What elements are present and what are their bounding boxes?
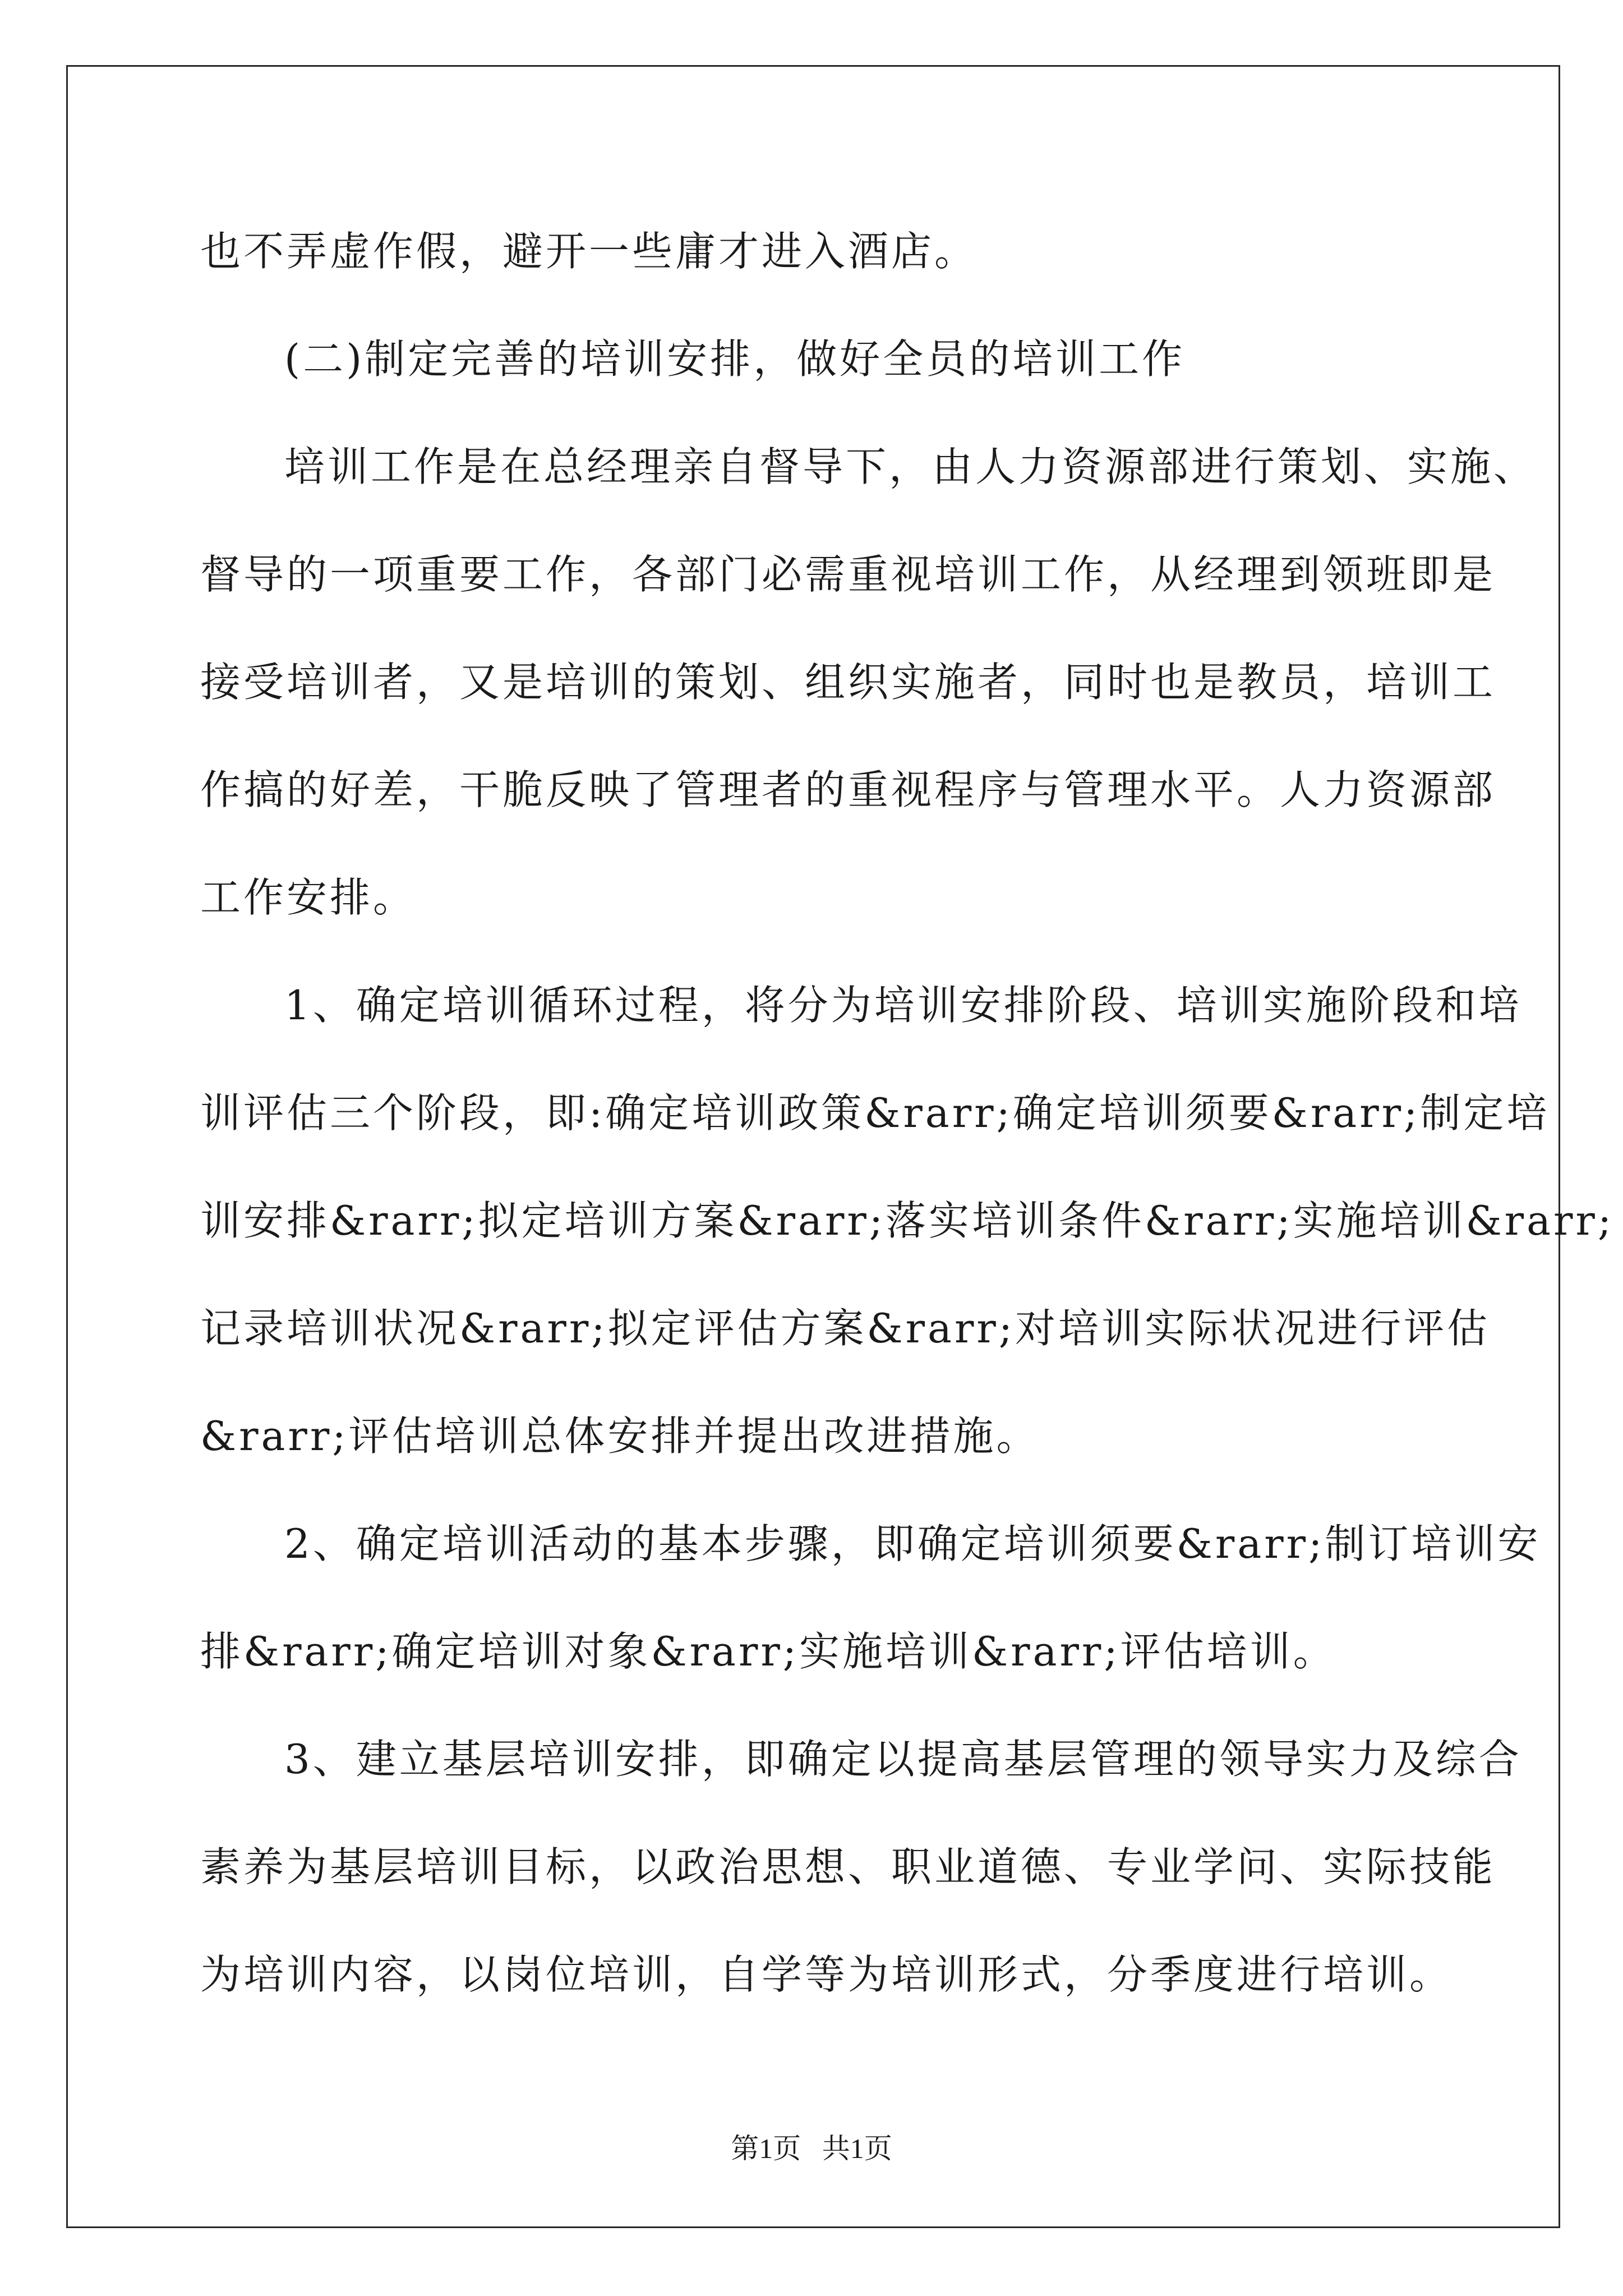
text-line: 记录培训状况&rarr;拟定评估方案&rarr;对培训实际状况进行评估 [200,1305,1491,1352]
text-line: 工作安排。 [200,874,417,921]
text-line: 也不弄虚作假，避开一些庸才进入酒店。 [200,228,978,275]
text-line: 作搞的好差，干脆反映了管理者的重视程序与管理水平。人力资源部 [200,766,1496,813]
text-line: 3、建立基层培训安排，即确定以提高基层管理的领导实力及综合 [284,1736,1522,1783]
text-line: 2、确定培训活动的基本步骤，即确定培训须要&rarr;制订培训安 [284,1520,1541,1567]
text-line: &rarr;评估培训总体安排并提出改进措施。 [200,1412,1040,1460]
text-line: 培训工作是在总经理亲自督导下，由人力资源部进行策划、实施、 [284,443,1537,490]
text-line: 训评估三个阶段，即:确定培训政策&rarr;确定培训须要&rarr;制定培 [200,1089,1550,1137]
text-line: 为培训内容，以岗位培训，自学等为培训形式，分季度进行培训。 [200,1951,1453,1998]
text-line: 训安排&rarr;拟定培训方案&rarr;落实培训条件&rarr;实施培训&rarr; [200,1197,1615,1244]
page-number-footer: 第1页 共1页 [731,2133,892,2164]
text-line: 督导的一项重要工作，各部门必需重视培训工作，从经理到领班即是 [200,551,1496,598]
document-body [200,197,1615,2028]
text-line: 素养为基层培训目标，以政治思想、职业道德、专业学问、实际技能 [200,1843,1496,1890]
section-heading: (二)制定完善的培训安排，做好全员的培训工作 [284,335,1186,383]
text-line: 排&rarr;确定培训对象&rarr;实施培训&rarr;评估培训。 [200,1628,1336,1675]
text-line: 接受培训者，又是培训的策划、组织实施者，同时也是教员，培训工 [200,659,1496,706]
text-line: 1、确定培训循环过程，将分为培训安排阶段、培训实施阶段和培 [284,982,1522,1029]
